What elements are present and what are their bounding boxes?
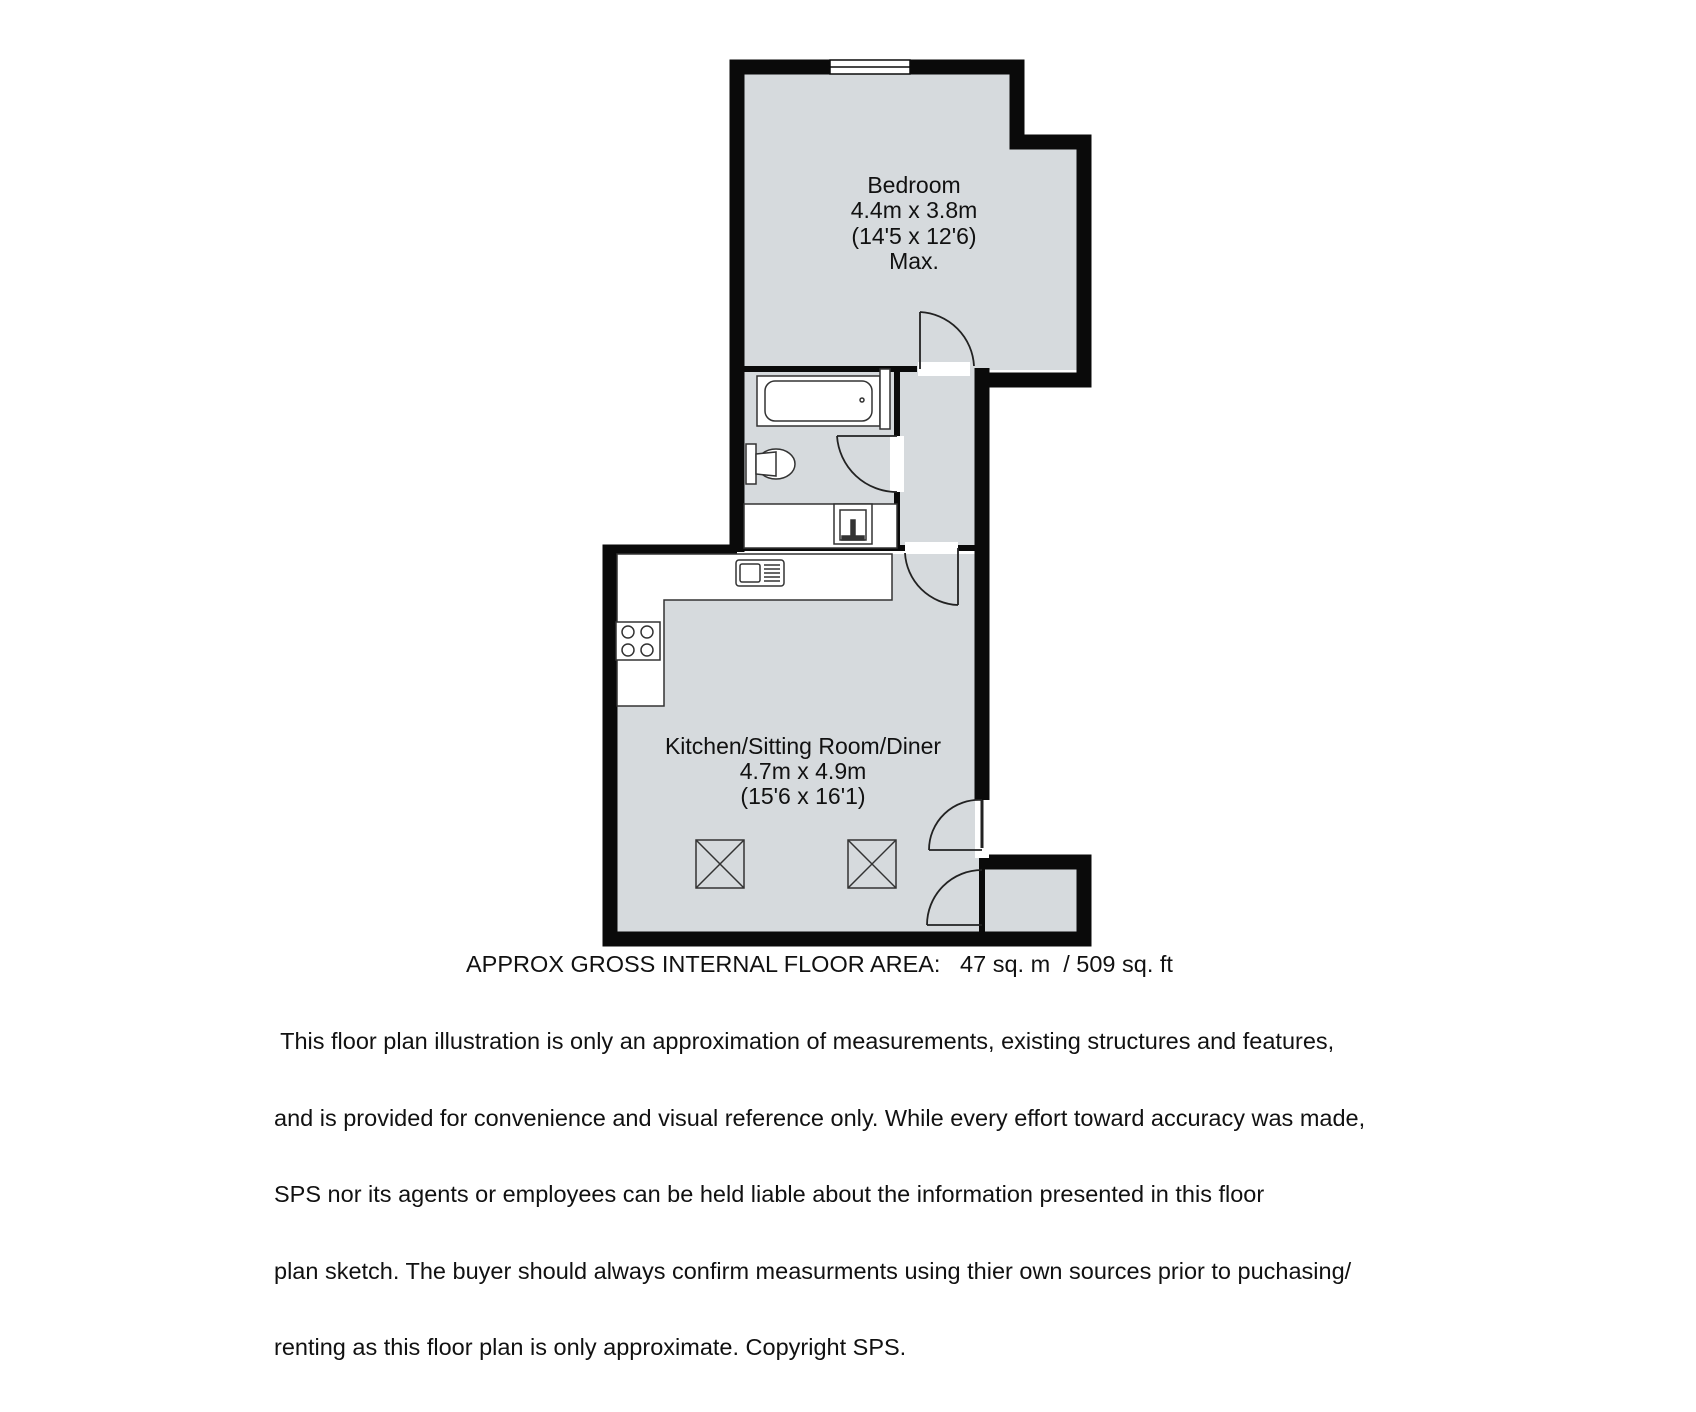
disclaimer xyxy=(274,978,1365,1412)
kitchen-name: Kitchen/Sitting Room/Diner xyxy=(664,733,942,759)
kitchen-sink xyxy=(736,560,784,586)
bathtub-basin xyxy=(765,381,872,421)
bedroom-name: Bedroom xyxy=(867,172,961,198)
disclaimer-line: SPS nor its agents or employees can be held liable about the information presented in this floor xyxy=(274,1181,1265,1207)
porch-floor xyxy=(982,862,1082,932)
gross-area: APPROX GROSS INTERNAL FLOOR AREA: 47 sq. m / 509 sq. ft xyxy=(466,951,1173,977)
wash-basin xyxy=(834,504,872,544)
kitchen-imperial: (15'6 x 16'1) xyxy=(740,783,866,809)
disclaimer-line: and is provided for convenience and visual reference only. While every effort toward accuracy was made, xyxy=(274,1104,1366,1131)
bathroom-partition xyxy=(880,369,890,429)
bedroom-note: Max. xyxy=(889,248,939,274)
hob xyxy=(616,622,660,660)
disclaimer-line: This floor plan illustration is only an approximation of measurements, existing structures and features, xyxy=(274,1028,1335,1054)
bathroom-counter xyxy=(744,504,897,548)
disclaimer-line: renting as this floor plan is only approximate. Copyright SPS. xyxy=(274,1334,907,1360)
bedroom-imperial: (14'5 x 12'6) xyxy=(851,223,977,249)
disclaimer-line: plan sketch. The buyer should always confirm measurments using thier own sources prior to puchasing/ xyxy=(274,1257,1352,1284)
bedroom-window xyxy=(830,60,910,74)
kitchen-metric: 4.7m x 4.9m xyxy=(739,758,867,784)
bedroom-metric: 4.4m x 3.8m xyxy=(850,197,978,223)
